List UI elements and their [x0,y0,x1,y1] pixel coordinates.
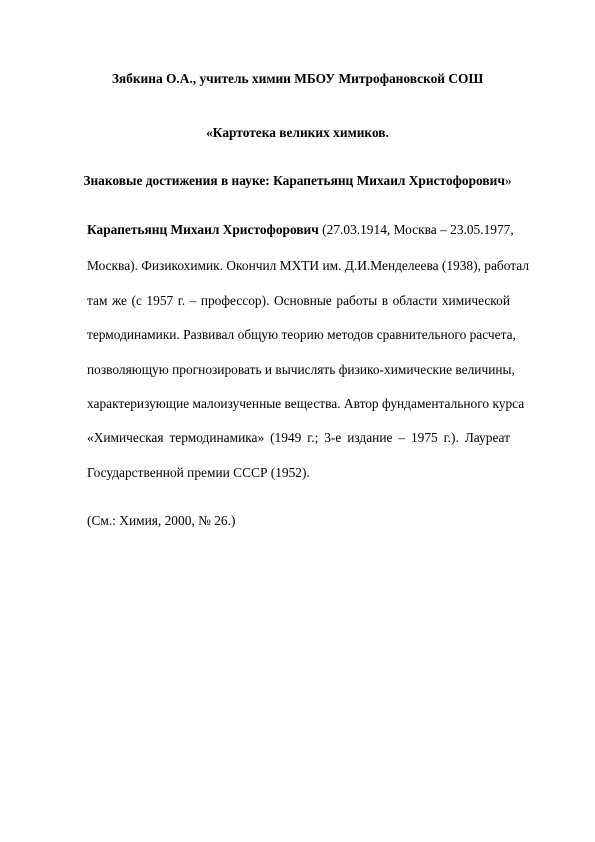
subtitle-closing-quote: » [504,173,512,188]
article-line: Москва). Физикохимик. Окончил МХТИ им. Д.И.Менделеева (1938), работал [87,258,530,273]
article-line: характеризующие малоизученные вещества. Автор фундаментального курса [87,396,525,411]
article-line: позволяющую прогнозировать и вычислять физико-химические величины, [87,362,515,377]
article-line: термодинамики. Развивал общую теорию методов сравнительного расчета, [87,327,516,342]
subtitle-text: Знаковые достижения в науке: Карапетьянц Михаил Христофорович [83,173,505,188]
card-title: «Картотека великих химиков. [206,125,389,140]
card-subtitle [0,173,595,189]
scientist-name: Карапетьянц Михаил Христофорович [87,222,319,237]
author-line: Зябкина О.А., учитель химии МБОУ Митрофановской СОШ [111,71,484,86]
article-line-last: Государственной премии СССР (1952). [87,465,310,480]
article-line-1 [87,222,514,238]
article-line: там же (с 1957 г. – профессор). Основные работы в области химической [87,293,510,308]
source-reference: (См.: Химия, 2000, № 26.) [87,513,236,528]
scientist-dates: (27.03.1914, Москва – 23.05.1977, [318,222,514,237]
article-line: «Химическая термодинамика» (1949 г.; 3-е издание – 1975 г.). Лауреат [87,430,510,445]
